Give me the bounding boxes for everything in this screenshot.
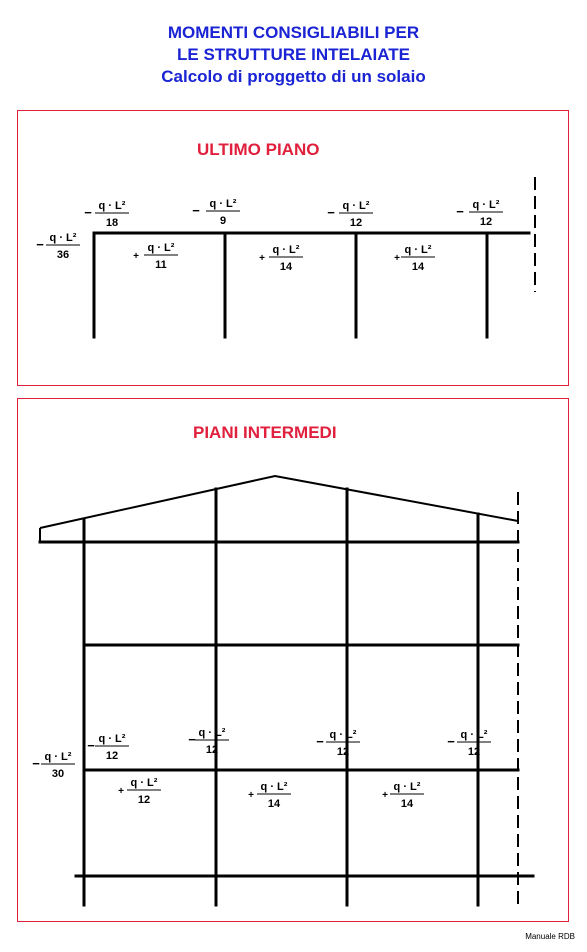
moment-fraction <box>316 729 360 758</box>
moment-fraction <box>447 729 491 758</box>
moment-denominator: 36 <box>56 249 70 261</box>
moment-denominator: 12 <box>336 746 350 758</box>
moment-fraction <box>118 777 161 806</box>
moment-fraction <box>32 751 75 780</box>
moment-numerator: q · L² <box>198 727 226 739</box>
moment-denominator: 11 <box>155 259 167 271</box>
moment-numerator: q · L² <box>147 242 175 254</box>
top-moment-labels <box>36 198 503 273</box>
moment-sign: + <box>259 253 265 264</box>
footer-credit: Manuale RDB <box>525 932 575 941</box>
moment-sign: + <box>133 251 139 262</box>
moment-sign: + <box>382 790 388 801</box>
moment-sign: + <box>248 790 254 801</box>
moment-denominator: 9 <box>219 215 227 227</box>
moment-fraction <box>394 244 435 273</box>
moment-denominator: 30 <box>51 768 65 780</box>
roof-line <box>40 476 518 528</box>
moment-sign: − <box>188 732 196 747</box>
moment-numerator: q · L² <box>393 781 421 793</box>
moment-sign: + <box>118 786 124 797</box>
moment-numerator: q · L² <box>209 198 237 210</box>
moment-numerator: q · L² <box>260 781 288 793</box>
moment-numerator: q · L² <box>272 244 300 256</box>
moment-denominator: 12 <box>349 217 363 229</box>
moment-numerator: q · L² <box>404 244 432 256</box>
moment-sign: − <box>447 734 455 749</box>
moment-sign: − <box>192 203 200 218</box>
moment-numerator: q · L² <box>44 751 72 763</box>
moment-numerator: q · L² <box>460 729 488 741</box>
moment-denominator: 18 <box>105 217 119 229</box>
moment-fraction <box>259 244 303 273</box>
top-panel-title: ULTIMO PIANO <box>197 140 320 159</box>
header-line-2: LE STRUTTURE INTELAIATE <box>177 45 410 64</box>
bottom-panel-title: PIANI INTERMEDI <box>193 423 337 442</box>
header-line-1: MOMENTI CONSIGLIABILI PER <box>167 23 420 42</box>
moment-fraction <box>87 733 129 762</box>
moment-sign: − <box>36 237 44 252</box>
moment-fraction <box>188 727 229 756</box>
moment-denominator: 12 <box>479 216 493 228</box>
moment-numerator: q · L² <box>329 729 357 741</box>
moment-numerator: q · L² <box>130 777 158 789</box>
moment-sign: − <box>84 205 92 220</box>
moment-fraction <box>382 781 424 810</box>
moment-fraction <box>456 199 503 228</box>
moment-sign: − <box>327 205 335 220</box>
moment-denominator: 12 <box>205 744 219 756</box>
moment-numerator: q · L² <box>49 232 77 244</box>
moment-sign: − <box>316 734 324 749</box>
header-line-3: Calcolo di proggetto di un solaio <box>161 67 426 86</box>
moment-denominator: 14 <box>267 798 281 810</box>
moment-denominator: 12 <box>467 746 481 758</box>
moment-fraction <box>248 781 291 810</box>
moment-sign: − <box>456 204 464 219</box>
moment-denominator: 14 <box>411 261 425 273</box>
moment-sign: − <box>32 756 40 771</box>
moment-denominator: 14 <box>400 798 414 810</box>
moment-numerator: q · L² <box>472 199 500 211</box>
moment-fraction <box>84 200 129 229</box>
moment-fraction <box>133 242 178 271</box>
moment-sign: − <box>87 738 95 753</box>
moment-denominator: 12 <box>105 750 119 762</box>
moment-numerator: q · L² <box>342 200 370 212</box>
moment-fraction <box>327 200 373 229</box>
moment-denominator: 12 <box>137 794 151 806</box>
moment-fraction <box>192 198 240 227</box>
moment-sign: + <box>394 253 400 264</box>
moment-denominator: 14 <box>279 261 293 273</box>
moment-fraction <box>36 232 80 261</box>
moment-numerator: q · L² <box>98 733 126 745</box>
moment-numerator: q · L² <box>98 200 126 212</box>
